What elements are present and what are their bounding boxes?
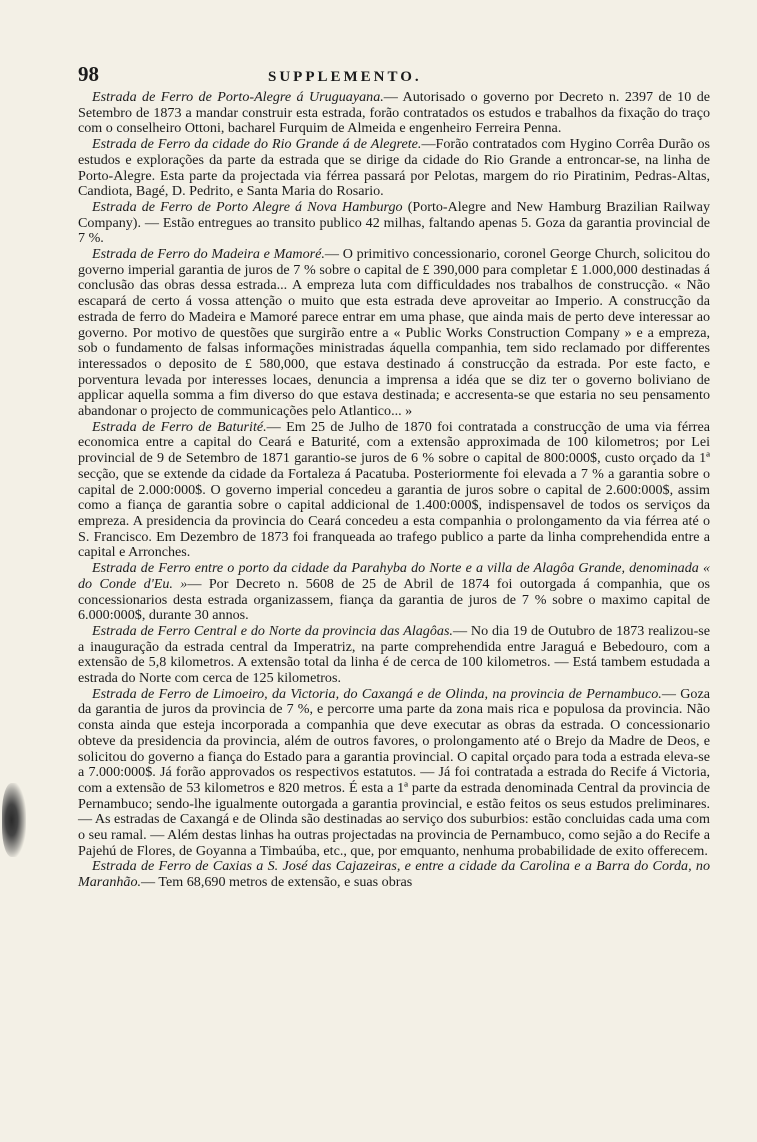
paragraph-body: — Por Decreto n. 5608 de 25 de Abril de 1874 foi outorgada á companhia, que os concessionarios desta estrada organizassem, fiança da garantia de juros de 7 % sobre o maximo capital de 6.000:000$, durante 30 annos. — [78, 575, 710, 624]
paragraph-title: Estrada de Ferro de Porto-Alegre á Uruguayana. — [92, 89, 384, 105]
paragraph-title: Estrada de Ferro Central e do Norte da provincia das Alagôas. — [92, 622, 453, 639]
paragraph-body: —Forão contratados com Hygino Corrêa Durão os estudos e explorações da parte da estrada que se dirige da cidade do Rio Grande a entroncar-se, na linha de Porto-Alegre. Esta parte da projectada via férrea passará por Pelotas, margem do rio Piratinim, Pedras-Altas, Candiota, Bagé, D. Pedrito, e Santa Maria do Rosario. — [78, 136, 710, 200]
paragraph-title: Estrada de Ferro de Caxias a S. José das Cajazeiras, e entre a cidade da Carolina e a Barra do Corda, no Maranhão. — [78, 858, 710, 891]
paragraph-pernambuco — [78, 687, 710, 860]
paragraph-baturite — [78, 420, 710, 561]
paragraph-alagoas — [78, 624, 710, 687]
paragraph-title: Estrada de Ferro entre o porto da cidade da Parahyba do Norte e a villa de Alagôa Grande, denominada « do Conde d'Eu. » — [78, 560, 710, 592]
document-page — [78, 62, 710, 891]
paragraph-title: Estrada de Ferro de Porto Alegre á Nova Hamburgo — [92, 198, 403, 215]
paragraph-body: — Autorisado o governo por Decreto n. 2397 de 10 de Setembro de 1873 a mandar construir esta estrada, forão contratados os estudos e trabalhos da fixação do traço com o conselheiro Ottoni, bacharel Furquim de Almeida e engenheiro Ferreira Penna. — [78, 89, 710, 137]
paragraph-porto-alegre-uruguayana — [78, 90, 710, 137]
paragraph-body: — Tem 68,690 metros de extensão, e suas obras — [141, 874, 413, 891]
paragraph-title: Estrada de Ferro do Madeira e Mamoré. — [92, 246, 325, 263]
paragraph-madeira-mamore — [78, 247, 710, 420]
page-header — [78, 62, 710, 90]
page-edge-smudge — [2, 783, 26, 857]
paragraph-title: Estrada de Ferro de Limoeiro, da Victoria, do Caxangá e de Olinda, na provincia de Pernambuco. — [92, 685, 662, 702]
paragraph-rio-grande-alegrete — [78, 137, 710, 200]
page-number: 98 — [78, 62, 99, 86]
paragraph-title: Estrada de Ferro de Baturité. — [92, 418, 267, 435]
paragraph-body: — Goza da garantia de juros da provincia de 7 %, e percorre uma parte da zona mais rica e populosa da provincia. Não consta ainda que esteja incorporada a companhia que deve executar as obras da estrada. O concessionario obteve da presidencia da provincia, além de outros favores, o prolongamento até o Brejo da Madre de Deos, e solicitou do governo a fiança do Estado para a garantia provincial. O capital orçado para toda a estrada eleva-se a 7.000:000$. Já forão approvados os respectivos estatutos. — Já foi contratada a estrada do Recife á Victoria, com a extensão de 53 kilometros e 820 metros. É esta a 1ª parte da estrada denominada Central da provincia de Pernambuco; sendo-lhe igualmente outorgada a garantia provincial, e estão feitos os seus estudos preliminares. — As estradas de Caxangá e de Olinda são destinadas ao serviço dos suburbios: estão concluidas cada uma com o seu ramal. — Além destas linhas ha outras projectadas na provincia de Pernambuco, como sejão a do Recife a Pajehú de Flores, de Goyanna a Timbaúba, etc., que, por emquanto, nenhuma probabilidade de exito offerecem. — [78, 685, 710, 859]
paragraph-body: — O primitivo concessionario, coronel George Church, solicitou do governo imperial garantia de juros de 7 % sobre o capital de £ 390,000 para completar £ 1.000,000 destinadas á conclusão das obras dessa estrada... A empreza luta com difficuldades nos trabalhos de construcção. « Não escapará de certo á vossa attenção o muito que esta estrada deve aproveitar ao Imperio. A construcção da estrada de ferro do Madeira e Mamoré parece entrar em uma phase, que ainda mais de perto deve interessar ao governo. Por motivo de questões que surgirão entre a « Public Works Construction Company » e a empreza, sob o fundamento de falsas informações ministradas áquella companhia, tem sido reclamado por differentes interessados o deposito de £ 580,000, que estava destinado á construcção da estrada. Por este facto, e porventura levada por interesses locaes, denuncia a imprensa a idéa que se diz ter o governo boliviano de applicar aquella somma a fim diverso do que estava destinada; e accresenta-se que estaria no seu pensamento abandonar o projecto de communicações pelo Atlantico... » — [78, 246, 710, 420]
running-title: SUPPLEMENTO. — [268, 69, 422, 85]
paragraph-caxias-maranhao — [78, 859, 710, 890]
paragraph-body: — No dia 19 de Outubro de 1873 realizou-se a inauguração da estrada central da Imperatriz, na parte comprehendida entre Jaraguá e Bebedouro, com a extensão de 5,8 kilometros. A extensão total da linha é de cerca de 100 kilometros. — Está tambem estudada a estrada do Norte com cerca de 125 kilometros. — [78, 622, 710, 687]
paragraph-conde-deu — [78, 561, 710, 624]
paragraph-body: — Em 25 de Julho de 1870 foi contratada a construcção de uma via férrea economica entre a capital do Ceará e Baturité, com a extensão approximada de 100 kilometros; por Lei provincial de 9 de Setembro de 1871 garantio-se juros de 6 % sobre o capital de 800:000$, custo orçado da 1ª secção, que se extende da cidade da Fortaleza á Pacatuba. Posteriormente foi elevada a 7 % a garantia sobre o capital de 2.000:000$. O governo imperial concedeu a garantia de juros sobre o capital de 2.600:000$, assim como a fiança de garantia sobre o capital addicional de 1.400:000$, indispensavel de todos os serviços da empreza. A presidencia da provincia do Ceará concedeu a esta companhia o prolongamento da via férrea até o S. Francisco. Em Dezembro de 1873 foi franqueada ao trafego publico a parte da linha comprehendida entre a capital e Arronches. — [78, 418, 710, 561]
paragraph-title: Estrada de Ferro da cidade do Rio Grande á de Alegrete. — [92, 136, 422, 153]
paragraph-body: (Porto-Alegre and New Hamburg Brazilian Railway Company). — Estão entregues ao transito publico 42 milhas, faltando apenas 5. Goza da garantia provincial de 7 %. — [78, 198, 710, 247]
paragraph-porto-alegre-nova-hamburgo — [78, 200, 710, 247]
